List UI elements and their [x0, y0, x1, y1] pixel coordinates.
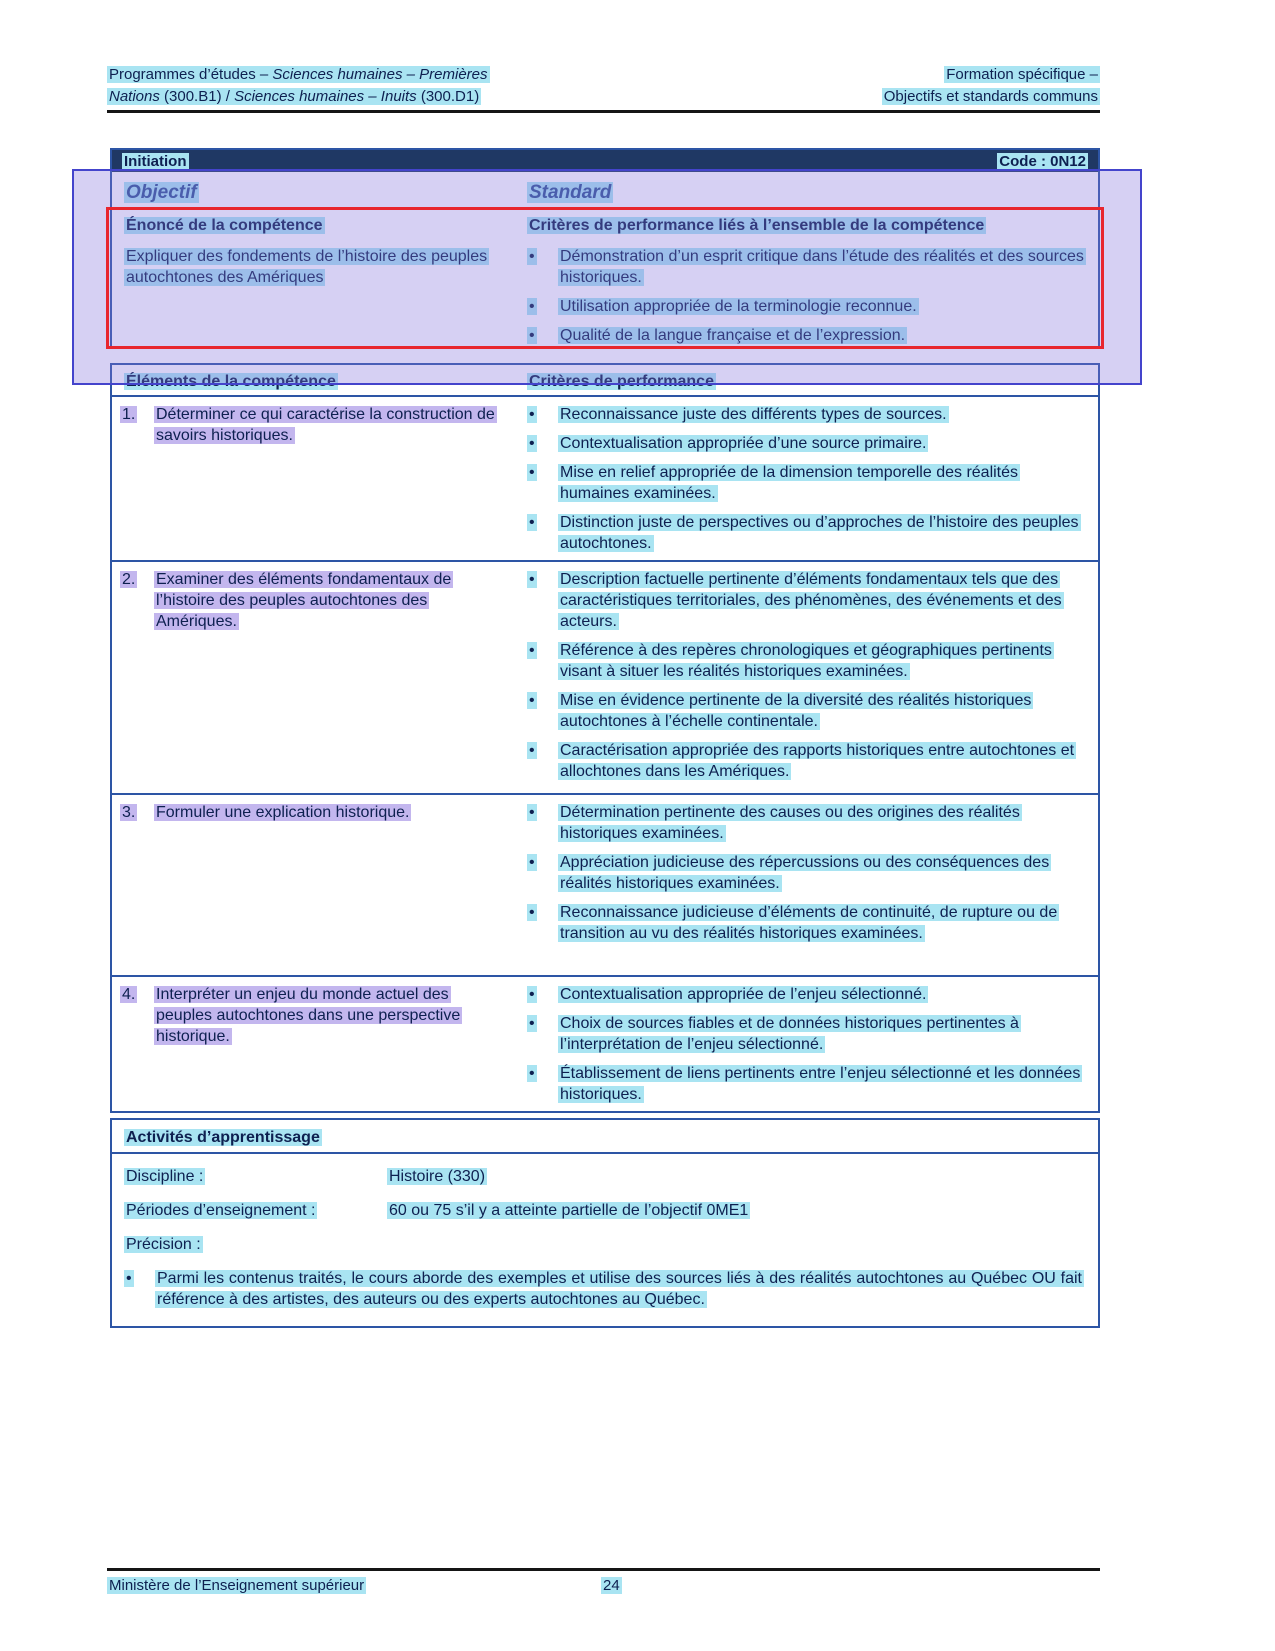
page-footer: [107, 1577, 1100, 1594]
elements-header-row: [112, 365, 1098, 397]
discipline-label: Discipline :: [126, 1168, 204, 1185]
criterion: [558, 296, 1088, 317]
element-cell: [112, 802, 520, 969]
criteres-ensemble-header: Critères de performance liés à l’ensemble de la compétence: [529, 217, 985, 234]
list-item: [527, 569, 1088, 632]
header-text: Objectifs et standards communs: [883, 88, 1098, 105]
bullet-icon: •: [529, 692, 535, 709]
element-text-cell: [154, 404, 504, 446]
criterion-text: Mise en évidence pertinente de la diversité des réalités historiques autochtones à l’échelle continentale.: [560, 692, 1032, 730]
list-item: [527, 325, 1088, 346]
bullet-icon: •: [529, 986, 535, 1003]
header-text-italic: Sciences humaines – Premières: [272, 66, 488, 83]
discipline-value: Histoire (330): [389, 1168, 486, 1185]
bullet-icon: •: [529, 327, 535, 344]
element-text-cell: [154, 984, 504, 1047]
list-item: [527, 296, 1088, 317]
element-text: Examiner des éléments fondamentaux de l’histoire des peuples autochtones des Amériques.: [156, 571, 452, 630]
element-number-cell: [120, 569, 154, 590]
element-number-cell: [120, 802, 154, 823]
bullet-icon: •: [529, 1015, 535, 1032]
discipline-label-cell: [124, 1166, 387, 1187]
periodes-label-cell: [124, 1200, 387, 1221]
criterion: [558, 640, 1088, 682]
bullet-marker: [527, 640, 558, 661]
enonce-criteria-list: [520, 246, 1098, 346]
bullet-icon: •: [529, 854, 535, 871]
banner-code: Code : 0N12: [999, 152, 1086, 170]
criteres-header-cell: [520, 371, 1098, 395]
criterion: [558, 325, 1088, 346]
column-headers-row: [112, 172, 1098, 209]
criterion-text: Démonstration d’un esprit critique dans l’étude des réalités et des sources historiques.: [560, 248, 1084, 286]
list-item: [527, 1013, 1088, 1055]
bullet-marker: [527, 404, 558, 425]
list-item: [527, 462, 1088, 504]
bullet-icon: •: [529, 571, 535, 588]
precision-label: Précision :: [126, 1236, 201, 1253]
bullet-icon: •: [529, 514, 535, 531]
header-text: (300.B1) /: [159, 88, 235, 105]
precision-row: [124, 1234, 1084, 1255]
header-line-1: [882, 64, 1100, 86]
bullet-marker: [527, 690, 558, 711]
element-cell: [112, 984, 520, 1105]
periodes-value-cell: [387, 1200, 1084, 1221]
criterion: [558, 569, 1088, 632]
standard-cell: [520, 182, 1098, 204]
bullet-icon: •: [529, 804, 535, 821]
criterion-text: Distinction juste de perspectives ou d’approches de l’histoire des peuples autochtones.: [560, 514, 1079, 552]
element-cell: [112, 569, 520, 787]
element-text: Interpréter un enjeu du monde actuel des peuples autochtones dans une perspective historique.: [156, 986, 461, 1045]
criterion: [558, 852, 1088, 894]
list-item: [527, 690, 1088, 732]
bullet-icon: •: [529, 904, 535, 921]
element-row-2: [112, 562, 1098, 795]
criterion-text: Caractérisation appropriée des rapports historiques entre autochtones et allochtones dans les Amériques.: [560, 742, 1075, 780]
criterion-text: Référence à des repères chronologiques et géographiques pertinents visant à situer les réalités historiques examinées.: [560, 642, 1052, 680]
criterion-text: Contextualisation appropriée d’une source primaire.: [560, 435, 927, 452]
standard-heading: Standard: [529, 181, 612, 203]
periodes-label: Périodes d’enseignement :: [126, 1202, 316, 1219]
activities-body: [112, 1154, 1098, 1326]
bullet-icon: •: [529, 435, 535, 452]
element-number-cell: [120, 984, 154, 1005]
criterion: [558, 802, 1088, 844]
element-number: 1.: [122, 406, 136, 423]
enonce-section: [112, 209, 1098, 346]
criteres-header: Critères de performance: [529, 373, 714, 390]
header-text: Formation spécifique –: [946, 66, 1098, 83]
elements-header: Éléments de la compétence: [126, 373, 336, 390]
criterion: [558, 404, 1088, 425]
bullet-marker: [527, 433, 558, 454]
discipline-value-cell: [387, 1166, 1084, 1187]
criterion: [558, 1063, 1088, 1105]
page-header-right: [882, 64, 1100, 108]
header-text: Programmes d’études –: [109, 66, 273, 83]
criteria-list: [520, 569, 1098, 787]
list-item: [527, 404, 1088, 425]
ministry-name: Ministère de l’Enseignement supérieur: [109, 1577, 365, 1594]
page-header: [107, 64, 1100, 108]
bullet-marker: [527, 296, 558, 317]
criterion-text: Appréciation judicieuse des répercussions ou des conséquences des réalités historiques examinées.: [560, 854, 1050, 892]
bullet-marker: [527, 852, 558, 873]
bullet-marker: [527, 512, 558, 533]
element-number: 3.: [122, 804, 136, 821]
precision-text: Parmi les contenus traités, le cours aborde des exemples et utilise des sources liés à des réalités autochtones au Québec OU fait référence à des artistes, des auteurs ou des experts autochtones au Québec.: [157, 1270, 1082, 1308]
activities-title: Activités d’apprentissage: [126, 1129, 320, 1146]
precision-label-cell: [124, 1234, 387, 1255]
criteria-list: [520, 404, 1098, 554]
element-number-cell: [120, 404, 154, 425]
header-line-2: [882, 86, 1100, 108]
element-number: 4.: [122, 986, 136, 1003]
element-text-cell: [154, 802, 411, 823]
bullet-marker: [527, 325, 558, 346]
elements-table: [110, 363, 1100, 1113]
bullet-icon: •: [529, 642, 535, 659]
footer-divider: [107, 1568, 1100, 1571]
bullet-icon: •: [126, 1270, 132, 1287]
bullet-marker: [527, 1013, 558, 1034]
criterion: [558, 512, 1088, 554]
enonce-header: Énoncé de la compétence: [126, 217, 323, 234]
elements-header-cell: [112, 371, 520, 395]
list-item: [527, 802, 1088, 844]
list-item: [527, 984, 1088, 1005]
criteres-ensemble-header-cell: [520, 215, 1098, 236]
bullet-marker: [527, 246, 558, 267]
page-header-left: [107, 64, 490, 108]
precision-bullet: [124, 1268, 1084, 1310]
criterion-text: Détermination pertinente des causes ou des origines des réalités historiques examinées.: [560, 804, 1020, 842]
criterion: [558, 902, 1088, 944]
criterion-text: Mise en relief appropriée de la dimension temporelle des réalités humaines examinées.: [560, 464, 1019, 502]
criterion: [558, 740, 1088, 782]
header-text-italic: Nations: [109, 88, 160, 105]
bullet-marker: [124, 1268, 155, 1289]
banner-title: Initiation: [124, 152, 187, 170]
criterion-text: Qualité de la langue française et de l’expression.: [560, 327, 906, 344]
header-line-1: [107, 64, 490, 86]
criterion: [558, 690, 1088, 732]
element-cell: [112, 404, 520, 554]
precision-text-cell: [155, 1268, 1084, 1310]
criterion-text: Établissement de liens pertinents entre l’enjeu sélectionné et les données historiques.: [560, 1065, 1081, 1103]
list-item: [527, 433, 1088, 454]
bullet-icon: •: [529, 1065, 535, 1082]
element-number: 2.: [122, 571, 136, 588]
header-text-italic: Sciences humaines – Inuits: [234, 88, 417, 105]
bullet-icon: •: [529, 742, 535, 759]
bullet-marker: [527, 984, 558, 1005]
header-text: (300.D1): [416, 88, 480, 105]
bullet-icon: •: [529, 298, 535, 315]
activities-table: [110, 1118, 1100, 1328]
criterion-text: Choix de sources fiables et de données historiques pertinentes à l’interprétation de l’enjeu sélectionné.: [560, 1015, 1019, 1053]
bullet-marker: [527, 569, 558, 590]
criterion: [558, 433, 1088, 454]
periodes-value: 60 ou 75 s’il y a atteinte partielle de l’objectif 0ME1: [389, 1202, 749, 1219]
criterion-text: Reconnaissance juste des différents types de sources.: [560, 406, 947, 423]
bullet-icon: •: [529, 406, 535, 423]
criterion: [558, 1013, 1088, 1055]
list-item: [527, 640, 1088, 682]
objectif-heading: Objectif: [126, 181, 197, 203]
element-text-cell: [154, 569, 504, 632]
objectif-cell: [112, 182, 520, 204]
criterion: [558, 984, 1088, 1005]
element-text: Formuler une explication historique.: [156, 804, 410, 821]
bullet-marker: [527, 462, 558, 483]
element-row-3: [112, 795, 1098, 977]
header-divider: [107, 110, 1100, 113]
enonce-header-cell: [112, 215, 520, 236]
criterion-text: Utilisation appropriée de la terminologie reconnue.: [560, 298, 917, 315]
objective-standard-table: [110, 148, 1100, 348]
criteria-list: [520, 802, 1098, 969]
list-item: [527, 1063, 1088, 1105]
bullet-marker: [527, 902, 558, 923]
criterion-text: Reconnaissance judicieuse d’éléments de continuité, de rupture ou de transition au vu des réalités historiques examinées.: [560, 904, 1058, 942]
enonce-body-row: [112, 240, 1098, 346]
header-line-2: [107, 86, 490, 108]
list-item: [527, 512, 1088, 554]
element-text: Déterminer ce qui caractérise la construction de savoirs historiques.: [156, 406, 495, 444]
bullet-icon: •: [529, 464, 535, 481]
element-row-1: [112, 397, 1098, 562]
criterion-text: Contextualisation appropriée de l’enjeu sélectionné.: [560, 986, 927, 1003]
criterion: [558, 462, 1088, 504]
title-banner: [112, 150, 1098, 172]
discipline-row: [124, 1166, 1084, 1187]
precision-value-cell: [387, 1234, 1084, 1255]
list-item: [527, 246, 1088, 288]
bullet-marker: [527, 740, 558, 761]
bullet-marker: [527, 1063, 558, 1084]
list-item: [527, 852, 1088, 894]
list-item: [527, 740, 1088, 782]
competence-statement: [112, 246, 520, 346]
criterion: [558, 246, 1088, 288]
element-row-4: [112, 977, 1098, 1111]
activities-header-row: [112, 1120, 1098, 1154]
criterion-text: Description factuelle pertinente d’éléments fondamentaux tels que des caractéristiques territoriales, des phénomènes, des événements et des acteurs.: [560, 571, 1062, 630]
enonce-header-row: [112, 209, 1098, 240]
competence-statement-text: Expliquer des fondements de l’histoire des peuples autochtones des Amériques: [126, 248, 488, 286]
bullet-marker: [527, 802, 558, 823]
periodes-row: [124, 1200, 1084, 1221]
criteria-list: [520, 984, 1098, 1105]
page-number: 24: [603, 1577, 620, 1594]
bullet-icon: •: [529, 248, 535, 265]
list-item: [527, 902, 1088, 944]
